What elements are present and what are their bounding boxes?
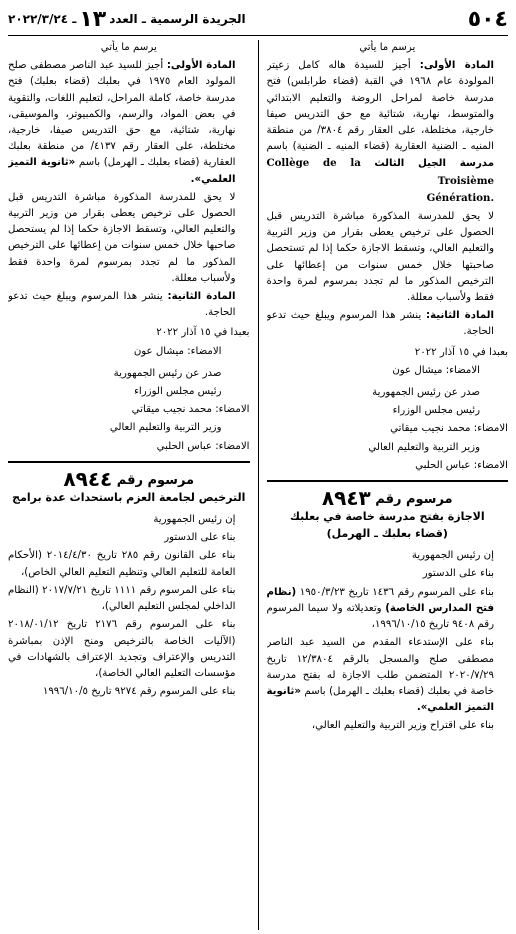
- preamble-law-1: بناء على القانون رقم ٢٨٥ تاريخ ٢٠١٤/٤/٣٠ (الأحكام العامة للتعليم العالي وتنظيم التعليم العالي الخاص)،: [8, 550, 236, 578]
- issued-by: صدر عن رئيس الجمهورية: [372, 387, 480, 399]
- section-divider: [8, 461, 250, 463]
- preamble-law-3: بناء على المرسوم رقم ٢١٧٦ تاريخ ٢٠١٨/٠١/١٢ (الآليات الخاصة بالترخيص ومنح الإذن بمباشرة التدريس والإعتراف وتجديد الإعتراف بالشهادات في مؤسسات التعليم العالي الخاصة)،: [8, 619, 236, 679]
- running-head: [8, 7, 246, 32]
- signing-date: بعبدا في ١٥ آذار ٢٠٢٢: [414, 346, 508, 358]
- preamble-request-school: «ثانوية التميز العلمي».: [266, 685, 494, 714]
- article-2-label: المادة الثانية:: [167, 291, 236, 303]
- signature-president: الامضاء: ميشال عون: [392, 364, 480, 376]
- article-1-paragraph-2: لا يحق للمدرسة المذكورة مباشرة التدريس قبل الحصول على ترخيص يعطى بقرار من وزير التربية والتعليم العالي، وتسقط الاجازة حكما إذا لم تستحصل صاحبتها خلال خمس سنوات من إعطائها على الترخيص المذكور ما لم تجدد بمرسوم لمرة واحدة فقط ولأسباب معللة.: [266, 211, 494, 304]
- preamble-president: إن رئيس الجمهورية: [411, 550, 494, 562]
- decree-subject: الترخيص لجامعة العزم باستحداث عدة برامج: [12, 491, 246, 505]
- school-name-ar: مدرسة الجيل الثالث: [374, 158, 494, 170]
- preamble-constitution: بناء على الدستور: [422, 568, 494, 580]
- preamble-president: إن رئيس الجمهورية: [153, 514, 236, 526]
- preamble-law-text-2: وتعديلاته ولا سيما المرسوم رقم ٩٤٠٨ تاريخ ١٩٩٦/١٠/١٥،: [266, 602, 494, 631]
- article-1: [267, 58, 509, 207]
- signature-pm: الامضاء: محمد نجيب ميقاتي: [131, 404, 250, 416]
- article-2: [267, 308, 509, 340]
- journal-name: الجريدة الرسمية ـ العدد: [109, 12, 246, 26]
- article-2-text: ينشر هذا المرسوم ويبلغ حيث تدعو الحاجة.: [266, 310, 494, 338]
- article-2-label: المادة الثانية:: [426, 310, 494, 322]
- school-name-fr: Collège de la Troisième: [266, 157, 494, 187]
- decree-formula: يرسم ما يأتي: [359, 42, 416, 53]
- issued-by: صدر عن رئيس الجمهورية: [113, 367, 222, 379]
- article-1-label: المادة الأولى:: [166, 60, 236, 72]
- decree-label: مرسوم رقم: [116, 472, 195, 488]
- preamble-law-title: (نظام فتح المدارس الخاصة): [266, 586, 494, 614]
- preamble-request: [267, 635, 509, 716]
- page-header: [8, 6, 508, 36]
- minister-title: وزير التربية والتعليم العالي: [368, 441, 480, 453]
- preamble-law: [267, 585, 509, 634]
- school-name-fr-2: Génération.: [426, 191, 494, 204]
- article-1-text: أجيز للسيدة هاله كامل زعيتر المولودة عام ١٩٦٨ في القبة (قضاء طرابلس) فتح مدرسة خاصة لمراحل الروضة والتعليم الابتدائي والمتوسط، نهارية، شتائية مع حق التدريس صيفا خارجية، مختلطة، على العقار رقم ٣٨٠٤/ من منطقة المنيه ـ الضنية العقارية (قضاء المنيه ـ الضنية) باسم: [266, 60, 495, 153]
- decree-heading: [267, 486, 509, 511]
- preamble-constitution: بناء على الدستور: [164, 532, 236, 544]
- section-divider: [267, 480, 509, 482]
- preamble-law-4: بناء على المرسوم رقم ٩٢٧٤ تاريخ ١٩٩٦/١٠/٥: [42, 686, 236, 698]
- signature-pm: الامضاء: محمد نجيب ميقاتي: [390, 423, 508, 435]
- school-name: «ثانوية التميز العلمي».: [8, 157, 236, 185]
- preamble-law-text: بناء على المرسوم رقم ١٤٣٦ تاريخ ١٩٥٠/٣/٢٣: [299, 586, 494, 598]
- page-number: ٥٠٤: [467, 7, 508, 32]
- right-column: [267, 40, 509, 930]
- preamble-law-2: بناء على المرسوم رقم ١١١١ تاريخ ٢٠١٧/٧/٢١ (النظام الداخلي لمجلس التعليم العالي)،: [8, 584, 236, 613]
- article-2-text: ينشر هذا المرسوم ويبلغ حيث تدعو الحاجة.: [8, 291, 236, 319]
- signing-date: بعبدا في ١٥ آذار ٢٠٢٢: [156, 327, 250, 339]
- decree-number: ٨٩٤٤: [63, 466, 113, 491]
- decree-subject: الاجازة بفتح مدرسة خاصة في بعلبك: [289, 510, 485, 524]
- signature-minister: الامضاء: عباس الحلبي: [156, 440, 250, 452]
- article-1: [8, 58, 250, 188]
- page-columns: [8, 40, 508, 930]
- decree-formula: يرسم ما يأتي: [100, 42, 157, 53]
- issue-number: ١٣: [79, 7, 107, 32]
- decree-label: مرسوم رقم: [375, 492, 453, 508]
- article-1-label: المادة الأولى:: [419, 60, 494, 72]
- issue-date: ـ ٢٠٢٢/٣/٢٤: [8, 12, 77, 26]
- pm-title: رئيس مجلس الوزراء: [134, 386, 222, 398]
- article-1-text: أجيز للسيد عبد الناصر مصطفى صلح المولود العام ١٩٧٥ في بعلبك (قضاء بعلبك) فتح مدرسة خاصة، كاملة المراحل، لتعليم اللغات، والتقوية في بعض المواد، والرسم، والكمبيوتر، والموسيقى، نهارية، شتائية، مع حق التدريس صيفا، خارجية، مختلطة، على العقار رقم ٤١٣٧/ من منطقة بعلبك العقارية (قضاء بعلبك ـ الهرمل) باسم: [8, 60, 236, 169]
- article-1-paragraph-2: لا يحق للمدرسة المذكورة مباشرة التدريس قبل الحصول على ترخيص يعطى بقرار من وزير التربية والتعليم العالي، وتسقط الاجازة حكما إذا لم يستحصل صاحبها خلال خمس سنوات من إعطائها على الترخيص المذكور ما لم تجدد بمرسوم لمرة واحدة فقط ولأسباب معللة.: [8, 191, 236, 284]
- preamble-request-text: بناء على الإستدعاء المقدم من السيد عبد الناصر مصطفى صلح والمسجل بالرقم ١٢/٣٨٠٤ تاريخ ٢٠٢٠/٧/٢٩ المتضمن طلب الاجازة له بفتح مدرسة خاصة في بعلبك (قضاء بعلبك ـ الهرمل) باسم: [266, 637, 494, 697]
- preamble-proposal: بناء على اقتراح وزير التربية والتعليم العالي،: [311, 720, 494, 732]
- signature-president: الامضاء: ميشال عون: [133, 345, 222, 357]
- decree-subject-2: (قضاء بعلبك ـ الهرمل): [326, 527, 448, 541]
- pm-title: رئيس مجلس الوزراء: [392, 405, 480, 417]
- article-2: [8, 289, 250, 321]
- decree-number: ٨٩٤٣: [321, 486, 371, 511]
- signature-minister: الامضاء: عباس الحلبي: [415, 459, 508, 471]
- left-column: [8, 40, 250, 930]
- column-divider: [258, 40, 259, 930]
- decree-heading: [8, 466, 250, 491]
- minister-title: وزير التربية والتعليم العالي: [109, 422, 222, 434]
